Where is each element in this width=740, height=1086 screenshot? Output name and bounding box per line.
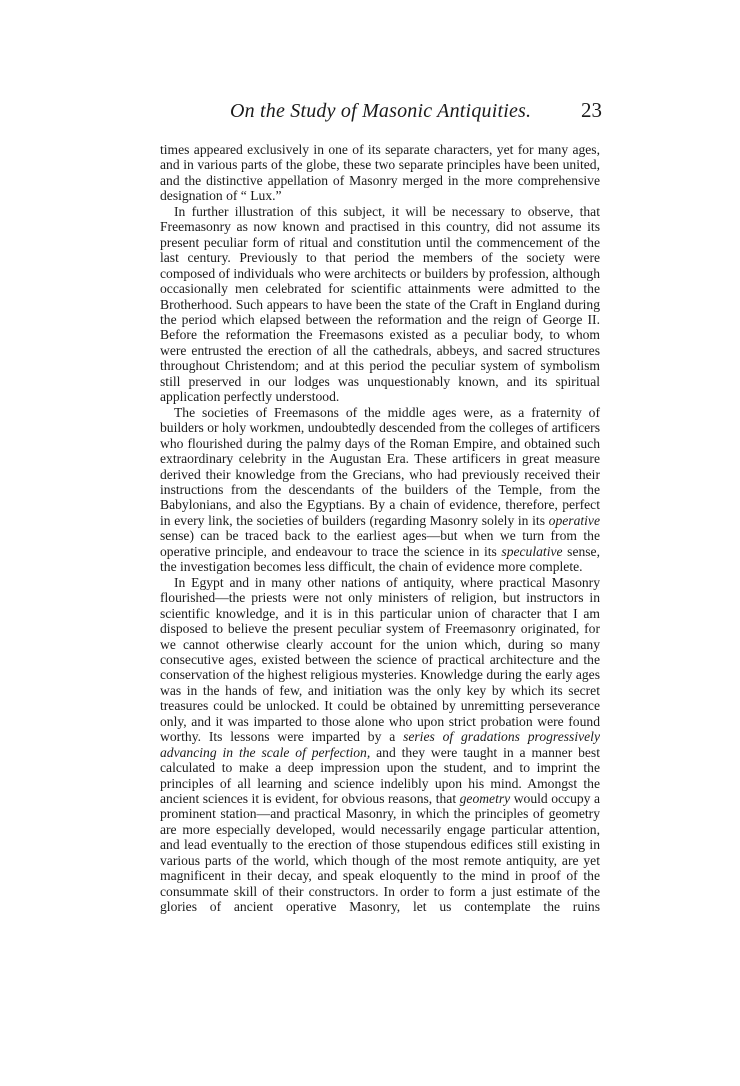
- text-run: would occupy a prominent station—and practical Masonry, in which the principles of geometry are more especially developed, would necessarily engage particular attention, and lead eventually to the erection of those stupendous edifices still existing in various parts of the world, which though of the most remote antiquity, are yet magnificent in their decay, and speak eloquently to the mind in proof of the consummate skill of their constructors. In order to form a just estimate of the glories of ancient operative Masonry, let us contemplate the ruins: [160, 791, 601, 915]
- text-run: In further illustration of this subject, it will be necessary to observe, that Freemasonry as now known and practised in this country, did not assume its present peculiar form of ritual and constitution until the commencement of the last century. Previously to that period the members of the society were composed of individuals who were architects or builders by profession, although occasionally men celebrated for scientific attainments were admitted to the Brotherhood. Such appears to have been the state of the Craft in England during the period which elapsed between the reformation and the reign of George II. Before the reformation the Freemasons existed as a peculiar body, to whom were entrusted the erection of all the cathedrals, abbeys, and sacred structures throughout Christendom; and at this period the peculiar system of symbolism still preserved in our lodges was unquestionably known, and its spiritual application perfectly understood.: [160, 203, 600, 405]
- paragraph: [160, 405, 600, 575]
- running-title: On the Study of Masonic Antiquities.: [230, 100, 532, 122]
- paragraph: [160, 204, 600, 405]
- italic-text: geometry: [459, 791, 511, 807]
- paragraph: [160, 142, 600, 204]
- paragraph: [160, 575, 600, 915]
- italic-text: series of gradations progressively advancing in the scale of perfection,: [160, 729, 600, 760]
- italic-text: speculative: [501, 543, 563, 559]
- page-number: 23: [581, 98, 602, 122]
- text-run: and they were taught in a manner best calculated to make a deep impression upon the student, and to imprint the principles of all learning and science indelibly upon his mind. Amongst the ancient sciences it is evident, for obvious reasons, that: [160, 744, 600, 807]
- running-header: [160, 100, 600, 128]
- text-run: The societies of Freemasons of the middle ages were, as a fraternity of builders or holy workmen, undoubtedly descended from the colleges of artificers who flourished during the palmy days of the Roman Empire, and obtained such extraordinary celebrity in the Augustan Era. These artificers in great measure derived their knowledge from the Grecians, who had previously received their instructions from the descendants of the builders of the Temple, from the Babylonians, and also the Egyptians. By a chain of evidence, therefore, perfect in every link, the societies of builders (regarding Masonry solely in its: [160, 404, 600, 528]
- text-run: In Egypt and in many other nations of antiquity, where practical Masonry flourished—the priests were not only ministers of religion, but instructors in scientific knowledge, and it is in this particular union of character that I am disposed to believe the present peculiar system of Freemasonry originated, for we cannot otherwise clearly account for the union which, during so many consecutive ages, existed between the science of practical architecture and the conservation of the highest religious mysteries. Knowledge during the early ages was in the hands of few, and initiation was the only key by which its secret treasures could be unlocked. It could be obtained by unremitting perseverance only, and it was imparted to those alone who upon strict probation were found worthy. Its lessons were imparted by a: [160, 574, 600, 745]
- italic-text: operative: [548, 512, 600, 528]
- text-run: times appeared exclusively in one of its separate characters, yet for many ages, and in various parts of the globe, these two separate principles have been united, and the distinctive appellation of Masonry merged in the more comprehensive designation of “ Lux.”: [160, 142, 600, 204]
- text-run: sense, the investigation becomes less difficult, the chain of evidence more complete.: [160, 543, 600, 575]
- text-run: sense) can be traced back to the earliest ages—but when we turn from the operative principle, and endeavour to trace the science in its: [160, 528, 600, 559]
- body-text: [160, 142, 600, 915]
